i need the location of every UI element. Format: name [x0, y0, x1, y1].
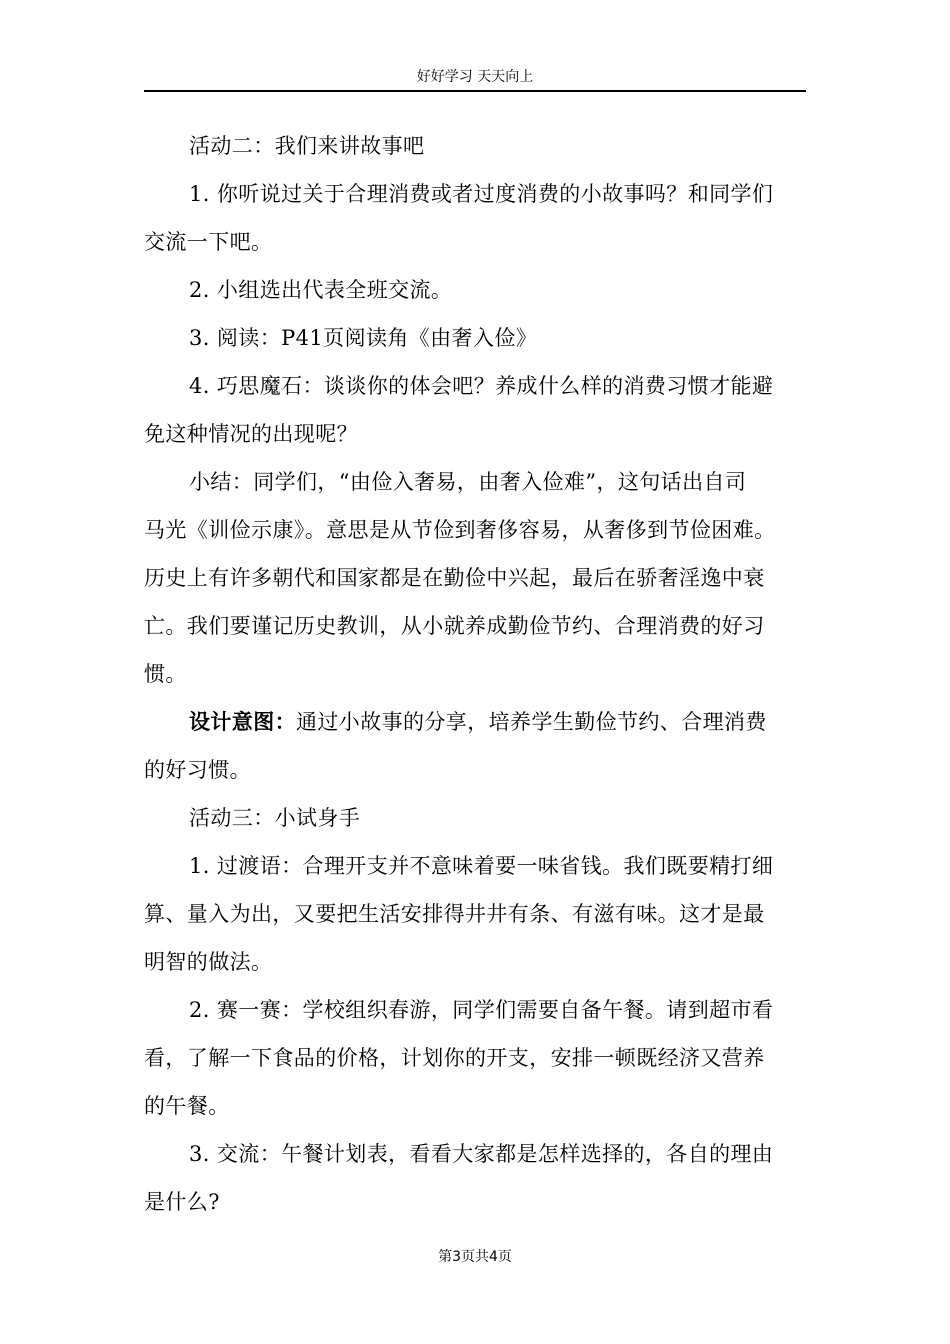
- summary-line: 亡。我们要谨记历史教训，从小就养成勤俭节约、合理消费的好习: [144, 614, 765, 638]
- design-intent-line: [144, 698, 808, 746]
- design-intent-label: 设计意图：: [189, 709, 296, 734]
- paragraph-line: 3. 阅读：P41页阅读角《由奢入俭》: [189, 326, 538, 350]
- paragraph-line: 算、量入为出，又要把生活安排得井井有条、有滋有味。这才是最: [144, 902, 765, 926]
- summary-line: 惯。: [144, 662, 187, 686]
- paragraph-line: 2. 小组选出代表全班交流。: [189, 278, 453, 302]
- paragraph-line: 1. 你听说过关于合理消费或者过度消费的小故事吗？和同学们: [189, 182, 774, 206]
- paragraph-line: 3. 交流：午餐计划表，看看大家都是怎样选择的，各自的理由: [189, 1142, 774, 1166]
- paragraph-line: 明智的做法。: [144, 950, 273, 974]
- summary-line: 马光《训俭示康》。意思是从节俭到奢侈容易，从奢侈到节俭困难。: [144, 518, 776, 542]
- summary-line: 小结：同学们，“由俭入奢易，由奢入俭难”，这句话出自司: [189, 470, 747, 494]
- paragraph-line: 是什么?: [144, 1190, 220, 1214]
- paragraph-line: 的午餐。: [144, 1094, 230, 1118]
- paragraph-line: 免这种情况的出现呢？: [144, 422, 358, 446]
- header-text: 好好学习 天天向上: [416, 69, 534, 85]
- document-body: [144, 122, 808, 1226]
- design-intent-text: 通过小故事的分享，培养学生勤俭节约、合理消费: [296, 710, 767, 734]
- page-number: 第3页共4页: [438, 1249, 512, 1265]
- page-header: [144, 66, 806, 92]
- paragraph-line: 4. 巧思魔石：谈谈你的体会吧？养成什么样的消费习惯才能避: [189, 374, 774, 398]
- paragraph-line: 1. 过渡语：合理开支并不意味着要一味省钱。我们既要精打细: [189, 854, 774, 878]
- section-heading-activity-3: 活动三：小试身手: [189, 806, 361, 830]
- page-footer: [0, 1247, 950, 1267]
- paragraph-line: 看，了解一下食品的价格，计划你的开支，安排一顿既经济又营养: [144, 1046, 765, 1070]
- paragraph-line: 2. 赛一赛：学校组织春游，同学们需要自备午餐。请到超市看: [189, 998, 774, 1022]
- summary-line: 历史上有许多朝代和国家都是在勤俭中兴起，最后在骄奢淫逸中衰: [144, 566, 765, 590]
- section-heading-activity-2: 活动二：我们来讲故事吧: [189, 134, 425, 158]
- paragraph-line: 交流一下吧。: [144, 230, 273, 254]
- design-intent-line: 的好习惯。: [144, 758, 251, 782]
